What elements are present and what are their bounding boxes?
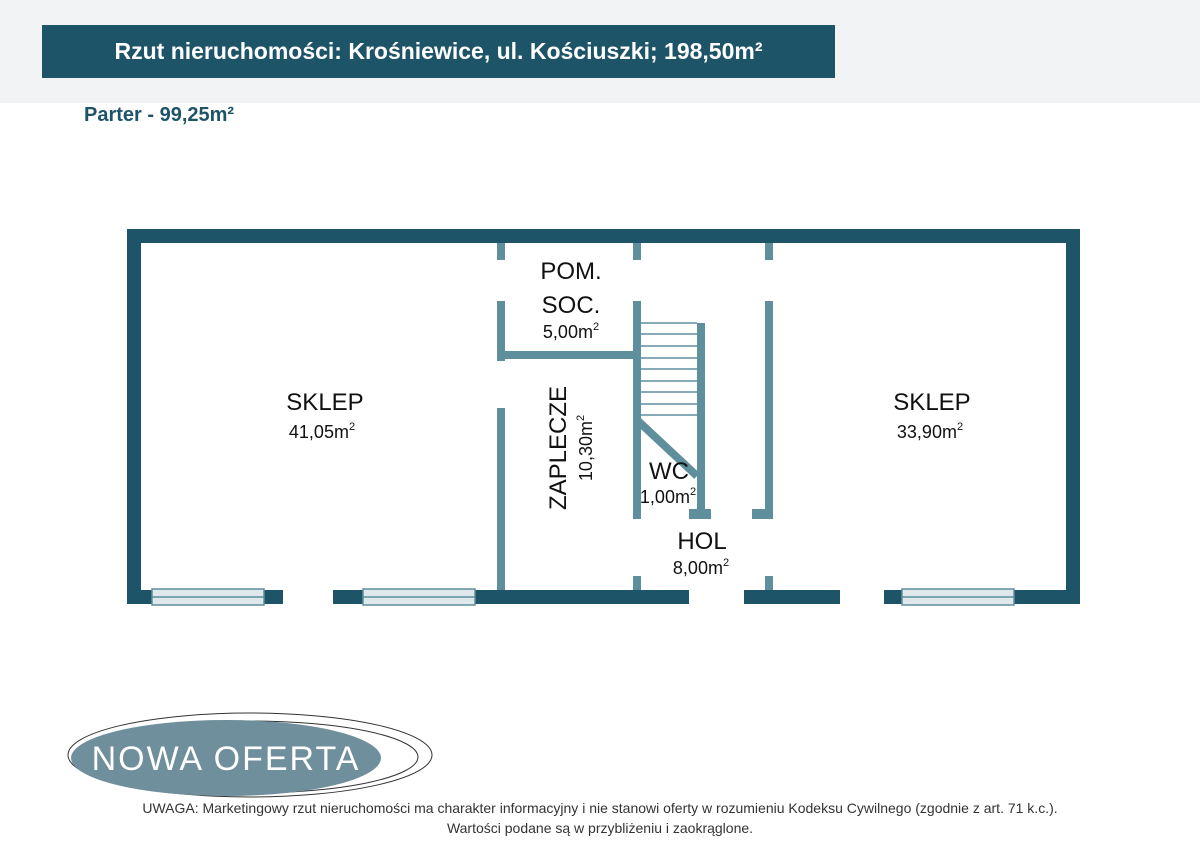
window [902, 589, 1014, 605]
wall-bottom-segment [744, 590, 840, 604]
room-hol [673, 528, 729, 578]
room-sklep-right [893, 389, 970, 442]
room-wc [640, 458, 696, 507]
new-offer-badge [68, 713, 432, 797]
room-name: POM. [540, 258, 602, 285]
room-area: $41,05m^2$ [288, 421, 356, 442]
partition-walls [497, 243, 773, 590]
room-zaplecze [545, 386, 596, 510]
room-area: $1,00m^2$ [639, 486, 697, 507]
room-name: SKLEP [893, 389, 971, 416]
staircase [637, 323, 697, 476]
room-pom-soc [540, 258, 601, 342]
room-area: $5,00m^2$ [542, 321, 600, 342]
room-sklep-left [286, 389, 363, 442]
window [363, 589, 475, 605]
room-area: $8,00m^2$ [672, 557, 730, 578]
badge-text: NOWA OFERTA [91, 740, 361, 778]
disclaimer-line: UWAGA: Marketingowy rzut nieruchomości ma charakter informacyjny i nie stanowi oferty w rozumieniu Kodeksu Cywilnego (zgodnie z art. 71 k.c.). [142, 800, 1058, 816]
room-name: SKLEP [286, 389, 364, 416]
wall-left [127, 229, 141, 604]
room-area: $33,90m^2$ [896, 421, 964, 442]
room-name: WC [649, 458, 689, 485]
wall-right [1066, 229, 1080, 604]
disclaimer-line: Wartości podane są w przybliżeniu i zaokrąglone. [446, 820, 754, 836]
room-name: SOC. [541, 292, 601, 319]
room-name: HOL [677, 528, 727, 555]
floor-label: Parter - 99,25m² [84, 104, 235, 126]
room-area: $10,30m^2$ [575, 414, 596, 482]
wall-top [127, 229, 1080, 243]
room-name: ZAPLECZE [545, 385, 572, 511]
window [152, 589, 264, 605]
page-title-text: Rzut nieruchomości: Krośniewice, ul. Kościuszki; 198,50m² [114, 38, 763, 64]
